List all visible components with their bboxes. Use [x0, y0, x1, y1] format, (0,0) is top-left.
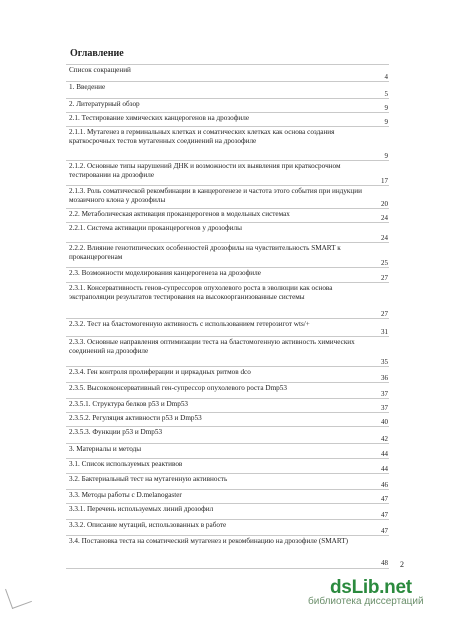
toc-entry[interactable] — [66, 242, 389, 268]
toc-entry-page: 47 — [381, 511, 388, 519]
toc-entry-text: 2.3.3. Основные направления оптимизации теста на бластомогенную активность химических соединений на дрозофиле — [69, 338, 355, 355]
toc-entry[interactable] — [66, 443, 389, 459]
toc-entry-page: 27 — [381, 310, 388, 318]
toc-entry[interactable] — [66, 473, 389, 490]
toc-entry-page: 47 — [381, 495, 388, 503]
toc-entry-text: 2.1.2. Основные типы нарушений ДНК и возможности их выявления при краткосрочном тестировании на дрозофиле — [69, 162, 341, 179]
toc-entry-text: 2.3.1. Консервативность генов-супрессоров опухолевого роста в эволюции как основа экстраполяции результатов тестирования на высокоорганизованные системы — [69, 284, 333, 301]
toc-entry[interactable] — [66, 282, 389, 319]
toc-entry-text: 2.3.5.2. Регуляция активности p53 и Dmp53 — [69, 414, 202, 422]
toc-entry-text: 3.2. Бактериальный тест на мутагенную активность — [69, 475, 228, 483]
toc-entry-page: 20 — [381, 200, 388, 208]
toc-entry[interactable] — [66, 412, 389, 427]
page-corner-mark — [5, 582, 32, 609]
toc-entry[interactable] — [66, 98, 389, 113]
toc-entry-text: 3.1. Список используемых реактивов — [69, 460, 183, 468]
toc-entry-text: 2.3.5.1. Структура белков p53 и Dmp53 — [69, 400, 189, 408]
toc-entry-text: 3.3.2. Описание мутаций, использованных в работе — [69, 521, 227, 529]
toc-entry[interactable] — [66, 222, 389, 243]
toc-entry[interactable] — [66, 426, 389, 444]
toc-entry-page: 37 — [381, 390, 388, 398]
watermark — [308, 577, 424, 607]
toc-entry-text: 2.3.5. Высококонсервативный ген-супрессор опухолевого роста Dmp53 — [69, 384, 287, 392]
toc-entry-text: 2.1. Тестирование химических канцерогенов на дрозофиле — [69, 114, 250, 122]
toc-entry-page: 24 — [381, 234, 388, 242]
toc-entry-page: 44 — [381, 450, 388, 458]
toc-entry[interactable] — [66, 318, 389, 337]
toc-entry[interactable] — [66, 489, 389, 504]
toc-entry-page: 4 — [384, 73, 388, 81]
toc-entry[interactable] — [66, 535, 389, 569]
toc-entry-text: 3. Материалы и методы — [69, 445, 142, 453]
toc-entry[interactable] — [66, 208, 389, 223]
toc-entry[interactable] — [66, 382, 389, 399]
toc-entry-text: 3.3.1. Перечень используемых линий дрозофил — [69, 505, 214, 513]
toc-entry-text: 3.3. Методы работы с D.melanogaster — [69, 491, 182, 499]
toc-entry-text: 2.3.2. Тест на бластомогенную активность с использованием гетерозигот wts/+ — [69, 320, 310, 328]
toc-entry-page: 24 — [381, 214, 388, 222]
watermark-logo: dsLib.net — [330, 577, 412, 598]
toc-entry-page: 9 — [384, 152, 388, 160]
toc-entry-text: 2.3.5.3. Функции p53 и Dmp53 — [69, 428, 163, 436]
toc-entry-text: 2.2.1. Система активации проканцерогенов у дрозофилы — [69, 224, 242, 232]
toc-entry[interactable] — [66, 185, 389, 209]
toc-entry[interactable] — [66, 503, 389, 520]
toc-entry[interactable] — [66, 366, 389, 383]
toc-entry-page: 36 — [381, 374, 388, 382]
toc-entry-page: 25 — [381, 259, 388, 267]
toc-entry-page: 40 — [381, 418, 388, 426]
page-number: 2 — [400, 560, 404, 569]
toc-entry-page: 31 — [381, 328, 388, 336]
toc-entry[interactable] — [66, 458, 389, 474]
toc-entry[interactable] — [66, 112, 389, 127]
toc-entry-text: 2.1.3. Роль соматической рекомбинации в канцерогенезе и частота этого события при индукции мозаичного клона у дрозофилы — [69, 187, 362, 204]
toc-entry-text: 2.1.1. Мутагенез в герминальных клетках и соматических клетках как основа создания краткосрочных тестов мутагенных соединений на дрозофиле — [69, 128, 335, 145]
toc-entry-page: 46 — [381, 481, 388, 489]
toc-entry[interactable] — [66, 336, 389, 367]
toc-entry-page: 9 — [384, 104, 388, 112]
toc-entry[interactable] — [66, 519, 389, 536]
toc-entry-text: 2.3.4. Ген контроля пролиферации и циркадных ритмов dco — [69, 368, 251, 376]
toc-entry-page: 9 — [384, 118, 388, 126]
toc-entry-page: 27 — [381, 274, 388, 282]
toc-entry-page: 47 — [381, 527, 388, 535]
toc-entry[interactable] — [66, 160, 389, 186]
toc-entry-page: 37 — [381, 404, 388, 412]
toc-entry-text: 2.2. Метаболическая активация проканцерогенов в модельных системах — [69, 210, 290, 218]
toc-entry-page: 42 — [381, 435, 388, 443]
toc-entry-text: 2.3. Возможности моделирования канцерогенеза на дрозофиле — [69, 269, 261, 277]
toc-entry-page: 35 — [381, 358, 388, 366]
toc-entry-page: 44 — [381, 465, 388, 473]
toc-entry[interactable] — [66, 81, 389, 99]
toc-entry-text: 1. Введение — [69, 83, 106, 91]
toc-entry[interactable] — [66, 398, 389, 413]
toc-entry-text: 2.2.2. Влияние генотипических особенностей дрозофилы на чувствительность SMART к проканцерогенам — [69, 244, 341, 261]
toc-entry-text: 3.4. Постановка теста на соматический мутагенез и рекомбинацию на дрозофиле (SMART) — [69, 537, 348, 545]
toc-entry[interactable] — [66, 267, 389, 283]
toc-entry[interactable] — [66, 64, 389, 82]
toc-entry-text: 2. Литературный обзор — [69, 100, 140, 108]
toc-entry-page: 48 — [381, 559, 388, 567]
page-title: Оглавление — [70, 48, 124, 59]
watermark-subtitle: библиотека диссертаций — [308, 596, 424, 607]
toc-entry-text: Список сокращений — [69, 66, 131, 74]
toc-entry-page: 17 — [381, 177, 388, 185]
toc-entry[interactable] — [66, 126, 389, 161]
toc-entry-page: 5 — [384, 90, 388, 98]
